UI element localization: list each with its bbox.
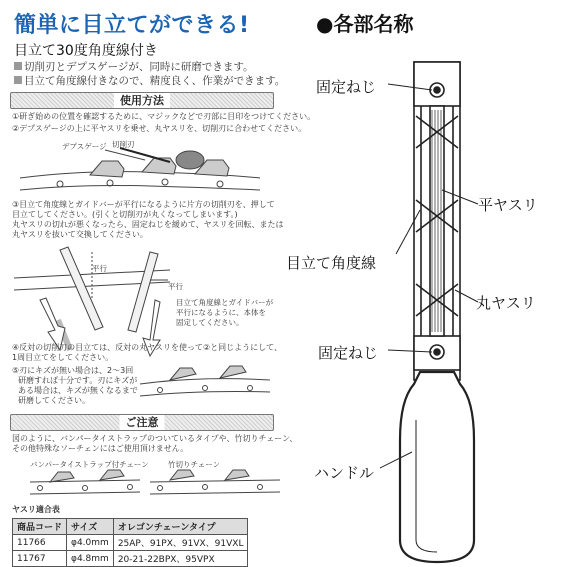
step-4-line-1: ④反対の切削刃の目立ては、反対の丸ヤスリを使って②と同じようにして、	[12, 343, 283, 352]
label-depth-gauge: デプスゲージ	[62, 142, 107, 151]
step-5-line-1: ⑤刃にキズが無い場合は、2～3回	[12, 366, 134, 375]
fig-note-3: 固定してください。	[176, 318, 244, 327]
caution-line-1: 図のように、バンパータイストラップのついているタイプや、竹切りチェーン、	[12, 434, 298, 443]
th-code: 商品コード	[13, 519, 67, 535]
th-type: オレゴンチェーンタイプ	[113, 519, 248, 535]
label-parallel-2: 平行	[168, 282, 183, 291]
label-parallel-1: 平行	[92, 264, 107, 273]
caution-line-2: その他特殊なソーチェンにはご使用頂けません。	[12, 444, 189, 453]
headline: 簡単に目立てができる!	[14, 13, 250, 38]
step-5-line-4: 研磨してください。	[18, 396, 90, 405]
step-5-line-2: 研磨すれば十分です。刃にキズが	[18, 376, 138, 385]
step-3-line-1: ③目立て角度線とガイドバーが平行になるように片方の切削刃を、押して	[12, 200, 275, 209]
label-round-file: 丸ヤスリ	[476, 294, 536, 312]
label-angle-line: 目立て角度線	[286, 254, 377, 272]
step-3-line-3: 丸ヤスリの切れが悪くなったら、固定ねじを緩めて、ヤスリを回転、または	[12, 220, 284, 229]
label-cutter: 切削刃	[112, 140, 135, 149]
subtitle: 目立て30度角度線付き	[14, 43, 158, 59]
step-3-line-4: 丸ヤスリを抜いて交換してください。	[12, 230, 148, 239]
th-size: サイズ	[67, 519, 114, 535]
step-5-line-3: ある場合は、キズが無くなるまで	[18, 386, 138, 395]
label-screw-top: 固定ねじ	[316, 78, 377, 96]
chain-label-bumper: バンパータイストラップ付チェーン	[30, 460, 149, 469]
table-row: 11766 φ4.0mm 25AP、91PX、91VX、91VXL	[13, 535, 248, 551]
chain-label-bamboo: 竹切りチェーン	[168, 460, 221, 469]
table-row: 11767 φ4.8mm 20-21-22BPX、95VPX	[13, 551, 248, 567]
parts-title: ●各部名称	[316, 12, 414, 36]
label-flat-file: 平ヤスリ	[478, 196, 538, 214]
label-screw-bottom: 固定ねじ	[318, 344, 379, 362]
fig-note-2: 平行になるように、本体を	[176, 308, 266, 317]
step-1: ①研ぎ始めの位置を確認するために、マジックなどで刃部に目印をつけてください。	[12, 112, 316, 121]
feature-1: 切削刃とデプスゲージが、同時に研磨できます。	[14, 59, 254, 74]
table-title: ヤスリ適合表	[12, 505, 60, 514]
usage-title: 使用方法	[114, 93, 170, 108]
fig-note-1: 目立て角度線とガイドバーが	[176, 298, 274, 307]
label-handle: ハンドル	[314, 464, 375, 482]
step-3-line-2: 目立てしてください。(引くと切削刃が丸くなってしまいます。)	[12, 210, 238, 219]
caution-title: ご注意	[120, 415, 165, 430]
step-2: ②デプスゲージの上に平ヤスリを乗せ、丸ヤスリを、切削刃に合わせてください。	[12, 124, 307, 133]
feature-2: 目立て角度線付きなので、精度良く、作業ができます。	[14, 73, 285, 88]
step-4-line-2: 1周目立てをしてください。	[12, 353, 114, 362]
